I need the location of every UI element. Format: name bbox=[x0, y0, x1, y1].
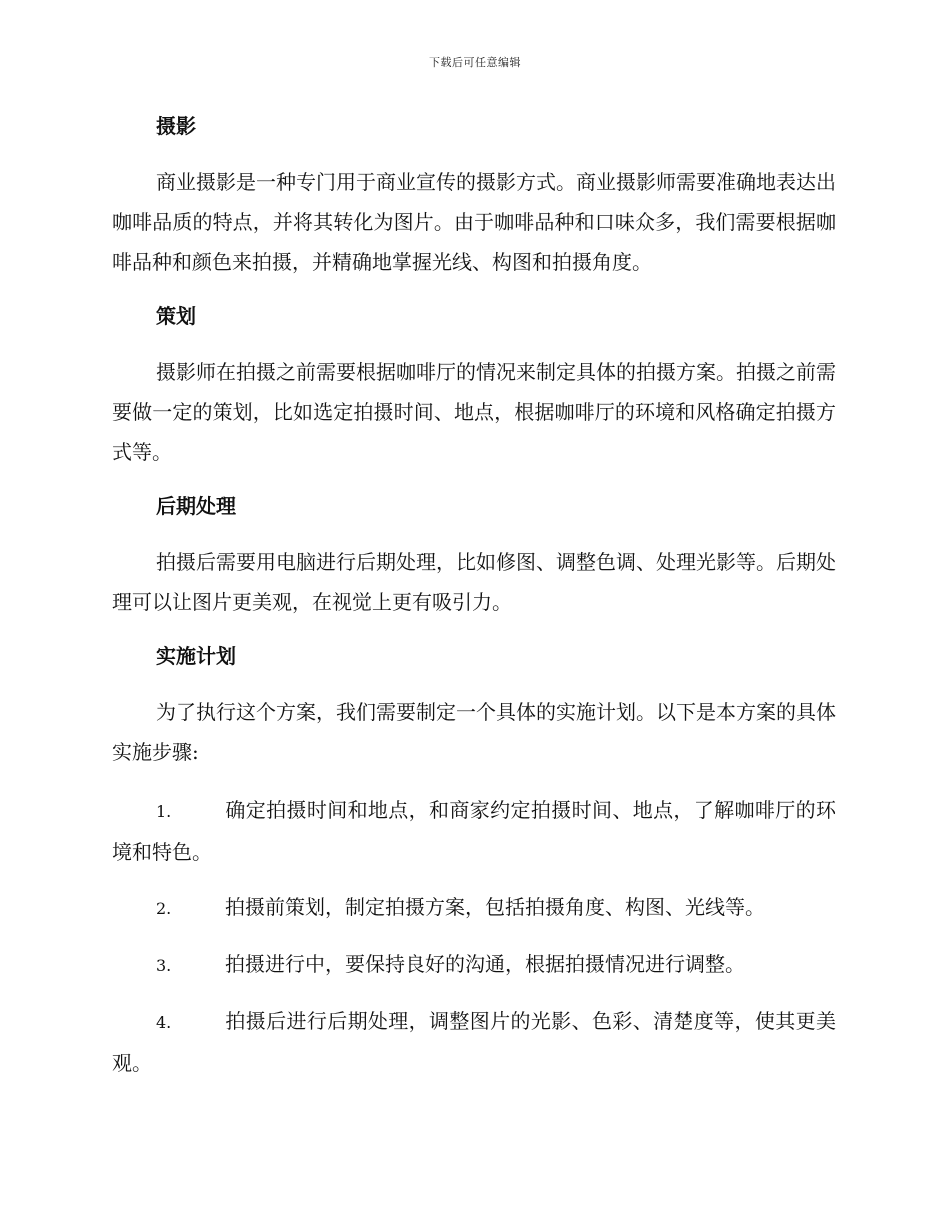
list-item-text: 拍摄后进行后期处理，调整图片的光影、色彩、清楚度等，使其更美观。 bbox=[112, 1009, 836, 1075]
list-item-number: 2. bbox=[156, 899, 172, 918]
document-body bbox=[112, 110, 836, 1098]
list-item-text: 拍摄前策划，制定拍摄方案，包括拍摄角度、构图、光线等。 bbox=[225, 895, 765, 919]
list-item-number: 3. bbox=[156, 956, 172, 975]
section-heading-implementation: 实施计划 bbox=[156, 644, 236, 668]
section-paragraph-implementation: 为了执行这个方案，我们需要制定一个具体的实施计划。以下是本方案的具体实施步骤: bbox=[112, 700, 836, 764]
list-item-text: 拍摄进行中，要保持良好的沟通，根据拍摄情况进行调整。 bbox=[225, 952, 745, 976]
list-item-text: 确定拍摄时间和地点，和商家约定拍摄时间、地点，了解咖啡厅的环境和特色。 bbox=[112, 798, 836, 864]
section-paragraph-photography: 商业摄影是一种专门用于商业宣传的摄影方式。商业摄影师需要准确地表达出咖啡品质的特点，并将其转化为图片。由于咖啡品种和口味众多，我们需要根据咖啡品种和颜色来拍摄，并精确地掌握光线、构图和拍摄角度。 bbox=[112, 170, 836, 274]
header-note: 下载后可任意编辑 bbox=[429, 56, 521, 69]
section-heading-photography: 摄影 bbox=[156, 114, 196, 138]
section-heading-post-processing: 后期处理 bbox=[156, 494, 236, 518]
list-item-number: 4. bbox=[156, 1013, 172, 1032]
list-item bbox=[112, 944, 836, 986]
list-item bbox=[112, 790, 836, 872]
list-item bbox=[112, 1001, 836, 1083]
list-item bbox=[112, 887, 836, 929]
section-paragraph-planning: 摄影师在拍摄之前需要根据咖啡厅的情况来制定具体的拍摄方案。拍摄之前需要做一定的策划，比如选定拍摄时间、地点，根据咖啡厅的环境和风格确定拍摄方式等。 bbox=[112, 360, 836, 464]
section-heading-planning: 策划 bbox=[156, 304, 196, 328]
list-item-number: 1. bbox=[156, 802, 172, 821]
section-paragraph-post-processing: 拍摄后需要用电脑进行后期处理，比如修图、调整色调、处理光影等。后期处理可以让图片更美观，在视觉上更有吸引力。 bbox=[112, 550, 836, 614]
